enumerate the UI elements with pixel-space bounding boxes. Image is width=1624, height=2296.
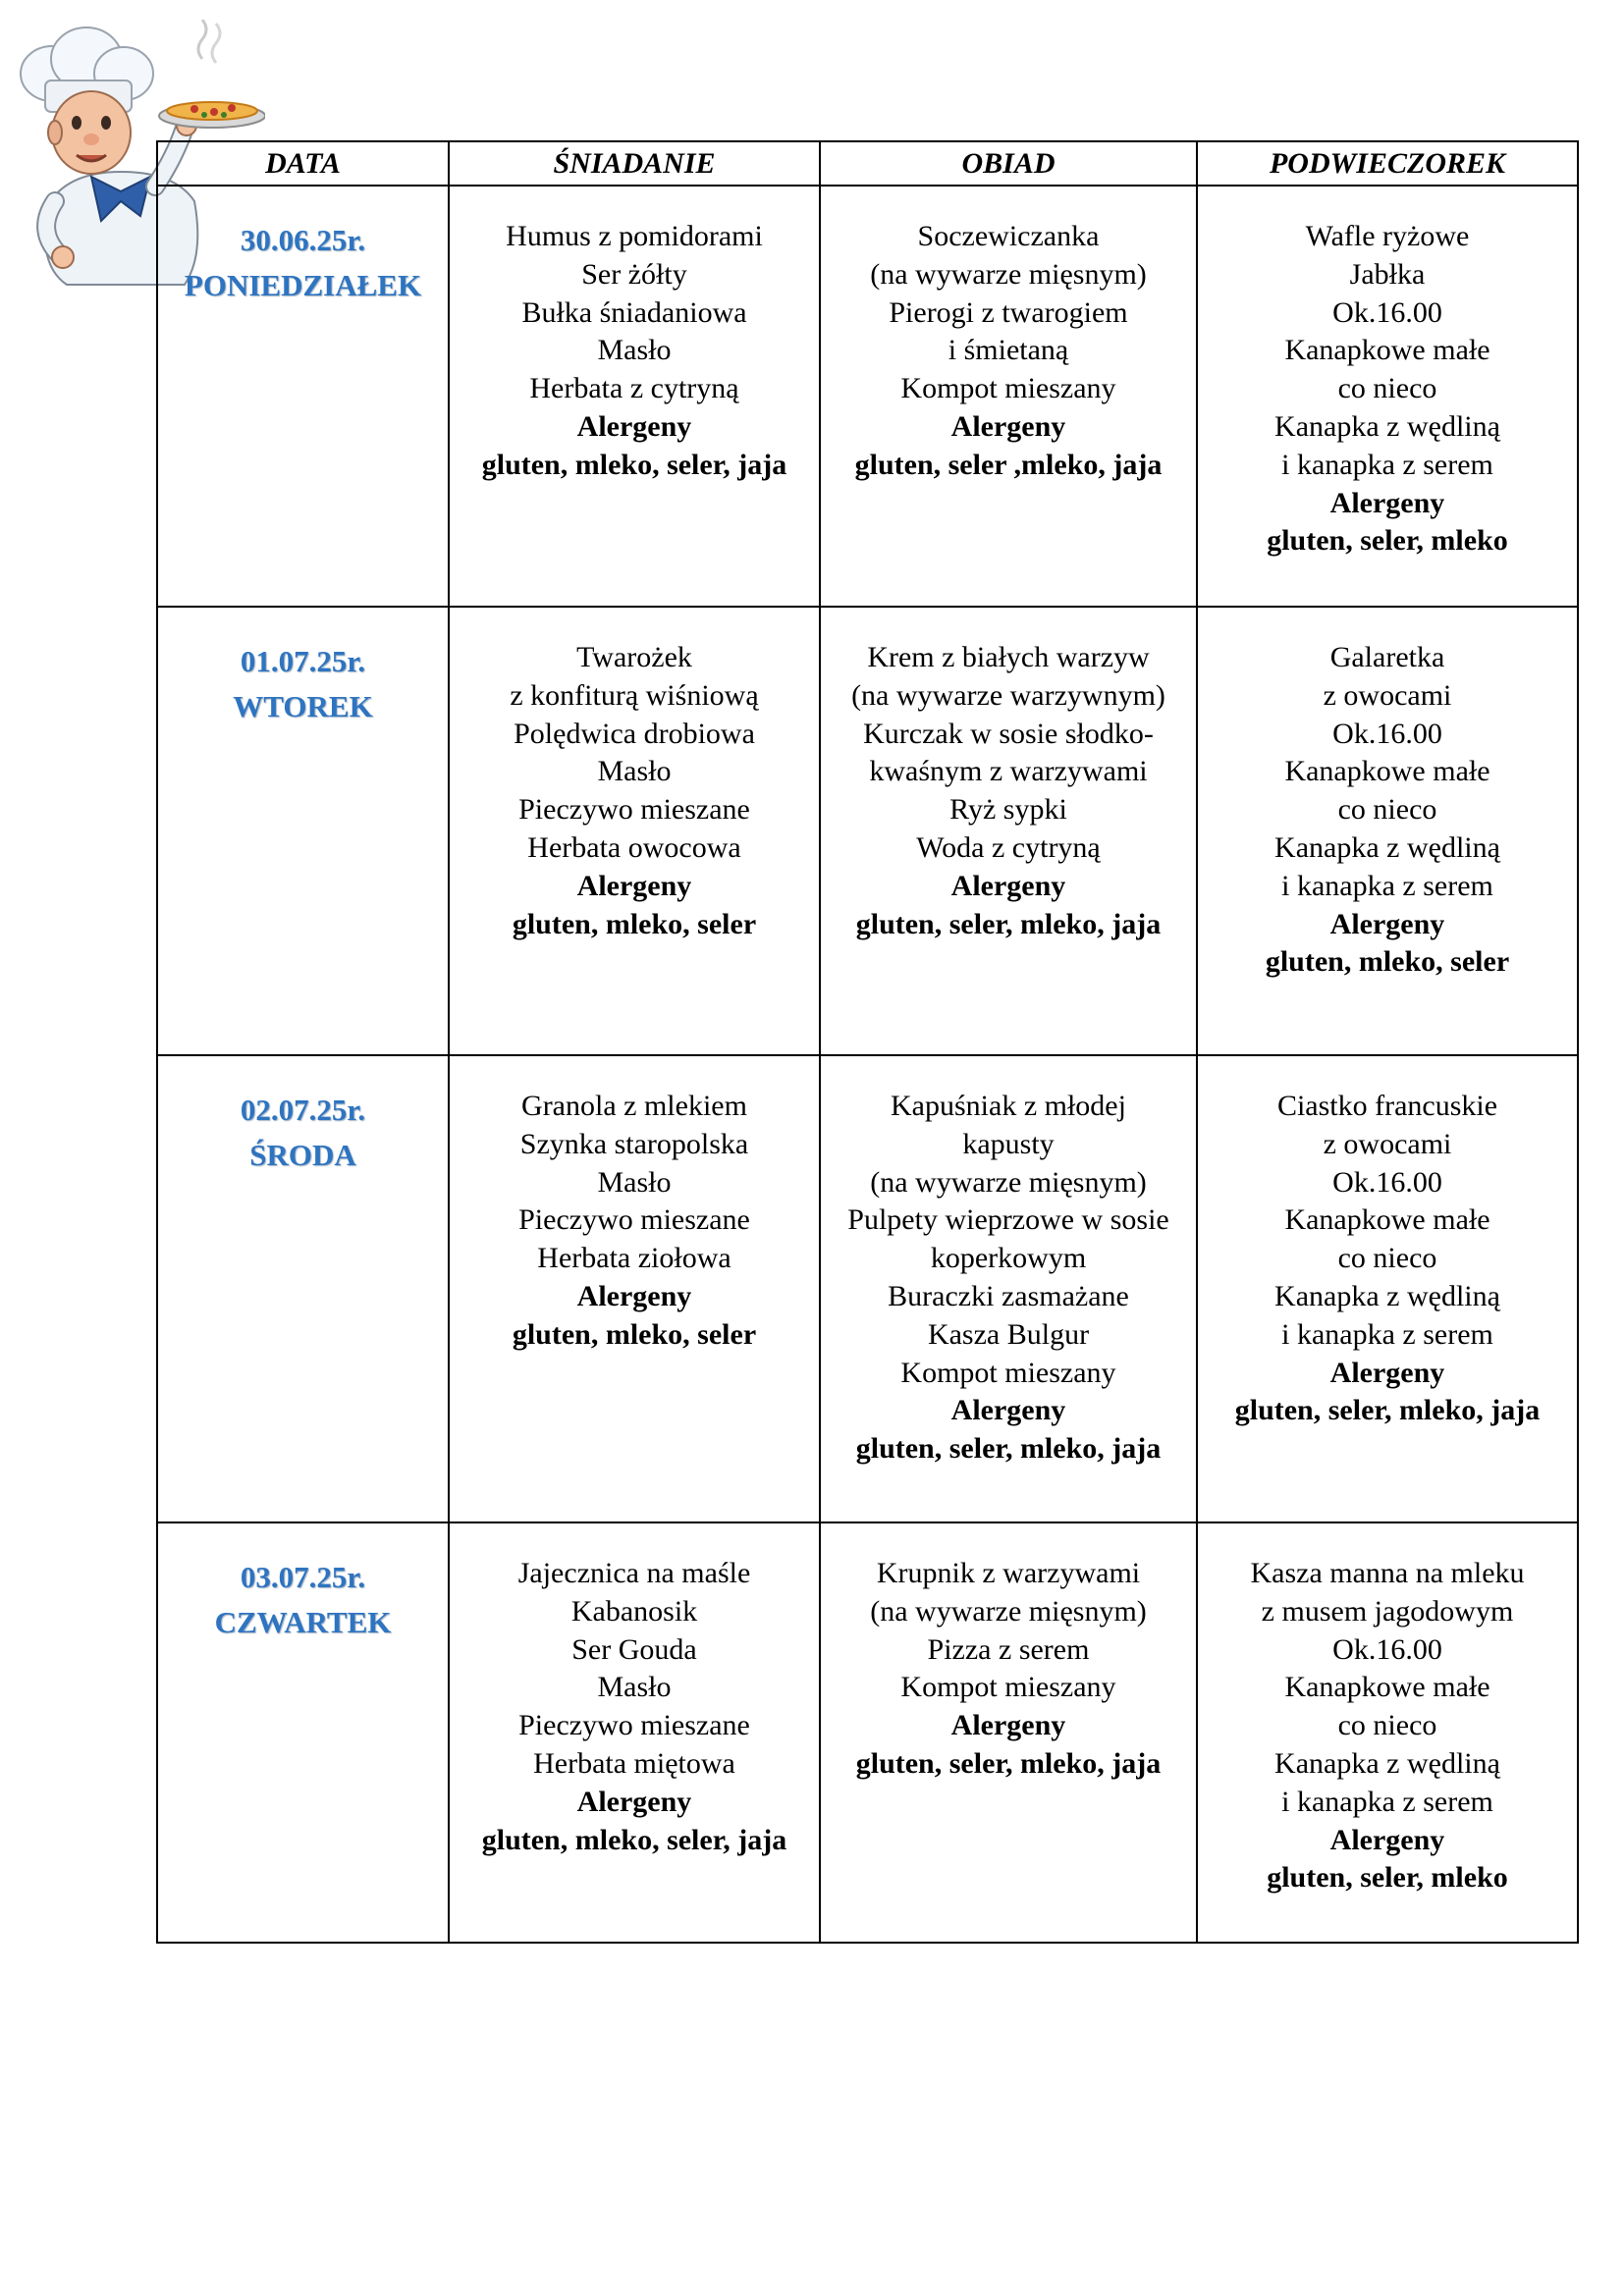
allergens-list: gluten, seler ,mleko, jaja	[854, 448, 1163, 481]
menu-item: Pulpety wieprzowe w sosie	[847, 1203, 1169, 1237]
allergens-heading: Alergeny	[1329, 486, 1445, 519]
lunch-cell	[820, 1055, 1197, 1522]
menu-item: Pieczywo mieszane	[518, 793, 750, 827]
menu-item: Kanapkowe małe	[1284, 1203, 1490, 1237]
menu-item: z musem jagodowym	[1261, 1594, 1514, 1628]
menu-item: koperkowym	[930, 1242, 1087, 1275]
day-row	[157, 1055, 1578, 1522]
menu-item: Kanapka z wędliną	[1274, 830, 1500, 864]
allergens-heading: Alergeny	[950, 1394, 1066, 1427]
menu-item: Ser żółty	[581, 257, 687, 291]
allergens-heading: Alergeny	[950, 1709, 1066, 1742]
day-row	[157, 1522, 1578, 1943]
snack-cell	[1197, 186, 1578, 607]
menu-item: Galaretka	[1329, 641, 1445, 673]
menu-item: Kasza Bulgur	[927, 1317, 1090, 1351]
menu-item: (na wywarze warzywnym)	[851, 678, 1165, 712]
menu-item: Szynka staropolska	[519, 1127, 749, 1160]
menu-item: co nieco	[1337, 372, 1437, 405]
menu-item: i kanapka z serem	[1281, 448, 1493, 481]
allergens-list: gluten, seler, mleko, jaja	[1234, 1394, 1541, 1427]
menu-item: (na wywarze mięsnym)	[870, 1594, 1147, 1628]
date-cell	[157, 607, 449, 1055]
menu-item: Bułka śniadaniowa	[521, 295, 747, 329]
menu-item: Woda z cytryną	[916, 830, 1101, 864]
allergens-heading: Alergeny	[1329, 907, 1445, 940]
lunch-cell	[820, 1522, 1197, 1943]
menu-item: Pieczywo mieszane	[518, 1203, 750, 1237]
menu-item: Ryż sypki	[949, 793, 1067, 827]
menu-item: Kurczak w sosie słodko-	[863, 717, 1154, 750]
header-row	[157, 141, 1578, 186]
header-date: DATA	[157, 141, 449, 186]
breakfast-cell	[449, 1522, 820, 1943]
menu-item: i kanapka z serem	[1281, 1317, 1493, 1351]
menu-item: Kanapka z wędliną	[1274, 1746, 1500, 1780]
lunch-cell	[820, 607, 1197, 1055]
lunch-cell	[820, 186, 1197, 607]
date-label: 01.07.25r.	[240, 644, 366, 678]
date-label: 30.06.25r.	[240, 223, 366, 257]
menu-item: Buraczki zasmażane	[888, 1279, 1129, 1312]
menu-item: Kabanosik	[570, 1594, 698, 1628]
menu-item: Kanapka z wędliną	[1274, 409, 1500, 443]
weekday-label: CZWARTEK	[214, 1605, 392, 1639]
date-label: 03.07.25r.	[240, 1560, 366, 1594]
menu-item: z owocami	[1323, 1127, 1452, 1160]
weekday-label: WTOREK	[233, 689, 373, 723]
menu-item: Wafle ryżowe	[1305, 220, 1470, 252]
weekday-label: ŚRODA	[249, 1138, 356, 1172]
menu-item: co nieco	[1337, 1242, 1437, 1275]
menu-item: kapusty	[962, 1127, 1055, 1160]
allergens-list: gluten, mleko, seler	[1265, 945, 1510, 979]
menu-item: Twarożek	[576, 641, 692, 673]
menu-item: kwaśnym z warzywami	[869, 755, 1148, 788]
allergens-heading: Alergeny	[576, 1785, 692, 1818]
breakfast-cell	[449, 186, 820, 607]
allergens-list: gluten, mleko, seler, jaja	[481, 448, 787, 481]
weekday-label: PONIEDZIAŁEK	[184, 268, 422, 302]
allergens-list: gluten, seler, mleko, jaja	[855, 1746, 1162, 1780]
menu-item: Jabłka	[1349, 257, 1426, 291]
menu-item: Masło	[597, 1671, 672, 1704]
menu-item: Soczewiczanka	[917, 220, 1100, 252]
day-row	[157, 186, 1578, 607]
date-cell	[157, 1522, 449, 1943]
menu-item: Kompot mieszany	[900, 1671, 1116, 1704]
date-label: 02.07.25r.	[240, 1093, 366, 1127]
menu-item: Masło	[597, 334, 672, 367]
menu-item: Herbata z cytryną	[529, 372, 739, 405]
menu-item: Krem z białych warzyw	[867, 641, 1150, 673]
allergens-list: gluten, seler, mleko	[1267, 524, 1508, 558]
header-snack: PODWIECZOREK	[1197, 141, 1578, 186]
menu-item: Masło	[597, 1165, 672, 1199]
menu-item: Kompot mieszany	[900, 1356, 1116, 1389]
menu-item: Ok.16.00	[1332, 1632, 1442, 1666]
header-breakfast: ŚNIADANIE	[449, 141, 820, 186]
allergens-heading: Alergeny	[950, 409, 1066, 443]
menu-item: Granola z mlekiem	[521, 1090, 747, 1122]
menu-item: Jajecznica na maśle	[517, 1557, 751, 1589]
menu-item: Krupnik z warzywami	[876, 1557, 1141, 1589]
header-lunch: OBIAD	[820, 141, 1197, 186]
allergens-list: gluten, mleko, seler, jaja	[481, 1823, 787, 1856]
snack-cell	[1197, 607, 1578, 1055]
menu-item: co nieco	[1337, 1709, 1437, 1742]
allergens-list: gluten, seler, mleko, jaja	[855, 907, 1162, 940]
menu-item: (na wywarze mięsnym)	[870, 257, 1147, 291]
allergens-heading: Alergeny	[1329, 1356, 1445, 1389]
menu-item: Ser Gouda	[571, 1632, 697, 1666]
menu-item: i kanapka z serem	[1281, 1785, 1493, 1818]
menu-item: Ok.16.00	[1332, 295, 1442, 329]
allergens-list: gluten, mleko, seler	[512, 1317, 757, 1351]
menu-item: co nieco	[1337, 793, 1437, 827]
menu-item: Herbata miętowa	[533, 1746, 735, 1780]
snack-cell	[1197, 1522, 1578, 1943]
menu-item: Ciastko francuskie	[1276, 1090, 1498, 1122]
allergens-list: gluten, seler, mleko, jaja	[855, 1432, 1162, 1466]
menu-item: Herbata owocowa	[527, 830, 741, 864]
allergens-heading: Alergeny	[1329, 1823, 1445, 1856]
menu-item: Pizza z serem	[927, 1632, 1090, 1666]
menu-item: Kanapkowe małe	[1284, 334, 1490, 367]
snack-cell	[1197, 1055, 1578, 1522]
menu-item: i kanapka z serem	[1281, 869, 1493, 902]
allergens-heading: Alergeny	[576, 409, 692, 443]
menu-item: Kanapkowe małe	[1284, 755, 1490, 788]
allergens-heading: Alergeny	[576, 869, 692, 902]
menu-item: Ok.16.00	[1332, 1165, 1442, 1199]
menu-item: (na wywarze mięsnym)	[870, 1165, 1147, 1199]
menu-item: Herbata ziołowa	[537, 1242, 731, 1275]
menu-item: Kanapkowe małe	[1284, 1671, 1490, 1704]
menu-item: Kasza manna na mleku	[1250, 1557, 1525, 1589]
menu-item: Pierogi z twarogiem	[889, 295, 1128, 329]
menu-item: Kanapka z wędliną	[1274, 1279, 1500, 1312]
menu-item: Masło	[597, 755, 672, 788]
day-row	[157, 607, 1578, 1055]
menu-item: i śmietaną	[947, 334, 1069, 367]
date-cell	[157, 186, 449, 607]
breakfast-cell	[449, 607, 820, 1055]
allergens-list: gluten, seler, mleko	[1267, 1861, 1508, 1895]
breakfast-cell	[449, 1055, 820, 1522]
menu-item: z owocami	[1323, 678, 1452, 712]
date-cell	[157, 1055, 449, 1522]
menu-item: Humus z pomidorami	[506, 220, 763, 252]
allergens-heading: Alergeny	[950, 869, 1066, 902]
menu-item: Kompot mieszany	[900, 372, 1116, 405]
menu-item: z konfiturą wiśniową	[510, 678, 759, 712]
allergens-list: gluten, mleko, seler	[512, 907, 757, 940]
menu-item: Pieczywo mieszane	[518, 1709, 750, 1742]
menu-item: Kapuśniak z młodej	[891, 1090, 1126, 1122]
menu-item: Polędwica drobiowa	[514, 717, 755, 750]
weekly-menu-table	[156, 140, 1579, 1944]
menu-item: Ok.16.00	[1332, 717, 1442, 750]
allergens-heading: Alergeny	[576, 1279, 692, 1312]
